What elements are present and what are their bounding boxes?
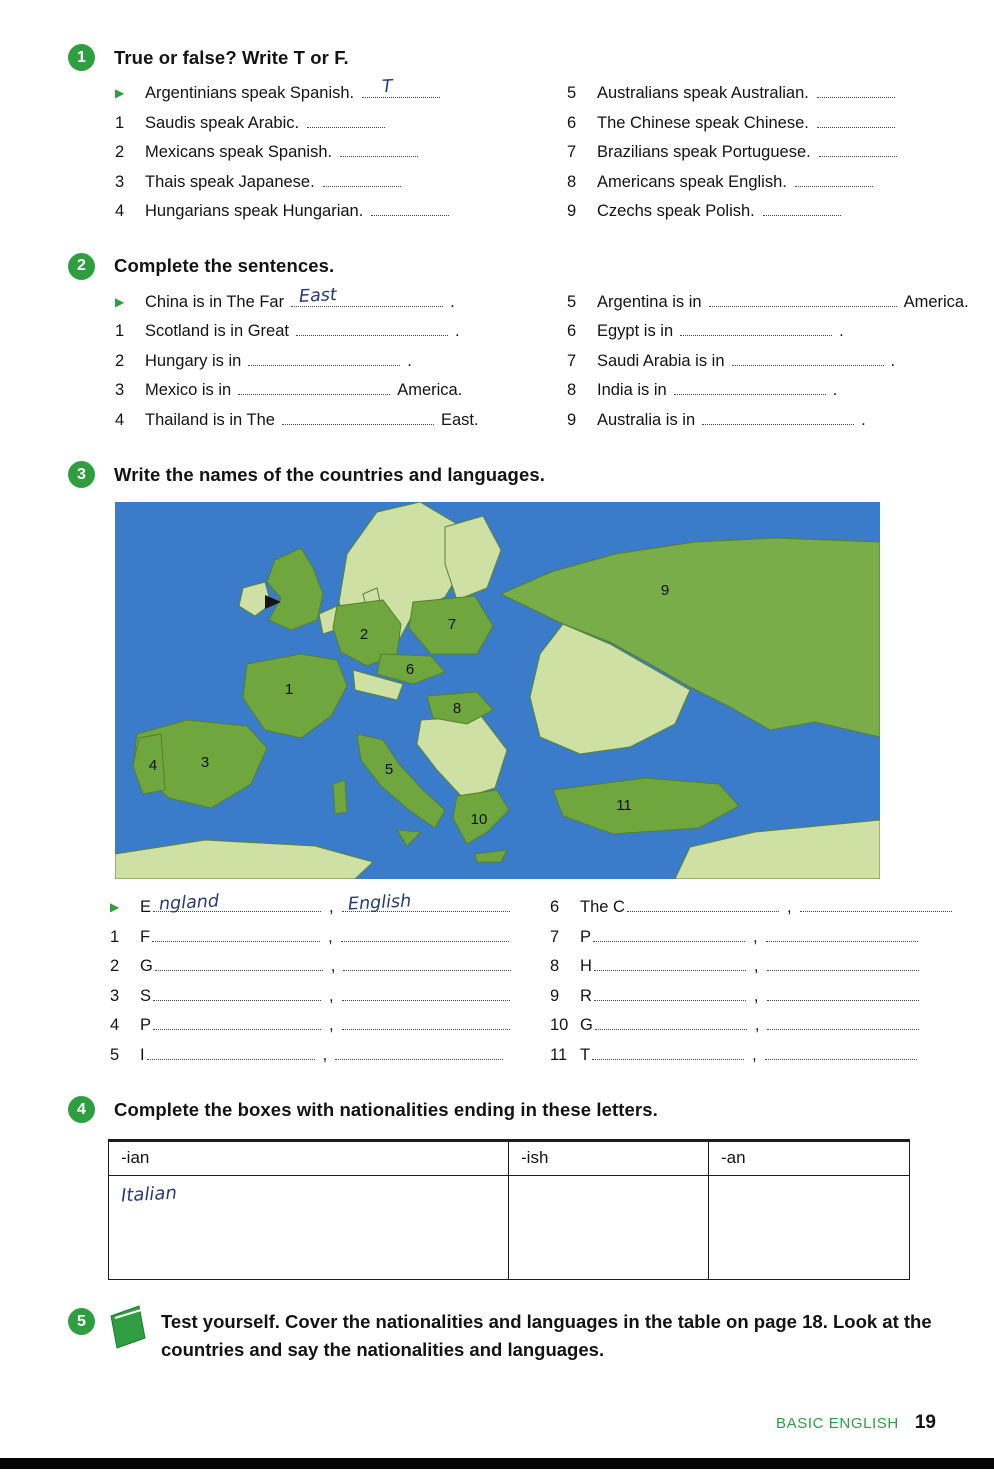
separator: , [322, 1045, 328, 1064]
separator: , [786, 898, 792, 916]
sentence-start: Scotland is in Great [145, 322, 289, 340]
answer-blank [291, 284, 443, 307]
answer-blank [307, 113, 385, 128]
item-text: Hungarians speak Hungarian. [145, 202, 364, 220]
sentence-start: Mexico is in [145, 381, 232, 399]
exercise-5 [68, 1308, 938, 1364]
map-number-germany: 2 [359, 626, 369, 643]
item-number: 4 [115, 410, 125, 429]
answer-blank [795, 172, 873, 187]
list-item [115, 201, 567, 221]
exercise-2 [68, 253, 969, 440]
exercise-4-header [68, 1096, 938, 1123]
exercise-1-header [68, 44, 938, 71]
language-blank [767, 956, 919, 971]
item-number: 8 [550, 957, 560, 975]
country-blank [595, 1015, 747, 1030]
answer-blank [680, 321, 832, 336]
item-number: 2 [115, 351, 125, 370]
list-item [567, 410, 969, 430]
sentence-end: . [455, 322, 460, 340]
exercise-2-header [68, 253, 938, 280]
sentence-start: China is in The Far [145, 292, 285, 311]
item-text: Australians speak Australian. [597, 84, 809, 102]
answer-blank [817, 113, 895, 128]
list-item [567, 201, 938, 221]
exercise-3-answer-list [110, 891, 938, 1074]
column-header-ian: -ian [109, 1142, 509, 1176]
page-footer [776, 1412, 936, 1434]
item-number: 2 [110, 957, 120, 975]
list-item [567, 351, 969, 371]
country-blank [153, 891, 321, 915]
exercise-5-title: Test yourself. Cover the nationalities and languages in the table on page 18. Look at the countries and say the nationalities and languages. [161, 1311, 932, 1360]
item-number: 6 [567, 322, 577, 340]
country-blank [153, 986, 321, 1001]
list-item [550, 986, 956, 1006]
example-arrow-icon: ▶ [110, 900, 120, 914]
list-item [110, 891, 550, 917]
item-text: Americans speak English. [597, 172, 787, 191]
table-cell-ian [109, 1176, 509, 1279]
item-number: 6 [550, 898, 560, 916]
exercise-number-badge: 2 [68, 253, 95, 280]
separator: , [753, 927, 758, 946]
list-item [110, 927, 550, 947]
table-body-row [109, 1176, 909, 1279]
sentence-end: . [861, 410, 866, 429]
answer-blank [296, 321, 448, 336]
sentence-end: East. [440, 410, 479, 429]
list-item [550, 927, 956, 947]
country-blank [594, 986, 746, 1001]
sentence-end: . [890, 351, 896, 370]
exercise-number-badge: 3 [68, 461, 95, 488]
exercise-3-title: Write the names of the countries and languages. [114, 463, 545, 485]
item-number: 2 [115, 143, 125, 161]
map-number-portugal: 4 [148, 757, 158, 774]
example-arrow-icon: ▶ [115, 294, 125, 309]
list-item [115, 351, 567, 371]
sentence-end: America. [903, 292, 969, 311]
answer-blank [282, 410, 434, 425]
language-blank [342, 986, 510, 1001]
answer-blank [674, 380, 826, 395]
list-item [550, 956, 956, 976]
list-item [110, 986, 550, 1006]
country-initial: P [140, 1016, 152, 1034]
item-text: The Chinese speak Chinese. [597, 113, 809, 132]
language-blank [342, 891, 510, 915]
exercise-2-left-column [115, 284, 567, 440]
country-initial: S [140, 986, 152, 1005]
exercise-4 [68, 1096, 938, 1280]
item-number: 8 [567, 172, 577, 191]
list-item [567, 83, 938, 103]
country-initial: T [580, 1045, 591, 1064]
map-number-spain: 3 [200, 754, 210, 771]
sentence-start: Australia is in [597, 410, 696, 429]
exercise-3-left-column [110, 891, 550, 1074]
language-blank [767, 986, 919, 1001]
item-number: 5 [567, 292, 577, 311]
map-number-poland: 7 [447, 616, 457, 633]
language-blank [335, 1045, 503, 1060]
item-number: 9 [550, 986, 560, 1005]
sentence-end: . [832, 381, 838, 399]
exercise-number-badge: 4 [68, 1096, 95, 1123]
language-blank [800, 897, 952, 912]
list-item [115, 321, 567, 341]
item-number: 6 [567, 113, 577, 132]
item-text: Czechs speak Polish. [597, 202, 755, 220]
exercise-2-right-column [567, 292, 969, 440]
item-text: Mexicans speak Spanish. [145, 143, 333, 161]
sentence-start: Argentina is in [597, 292, 702, 311]
map-number-france: 1 [284, 681, 294, 698]
answer-blank [709, 292, 897, 307]
answer-blank [732, 351, 884, 366]
item-number: 3 [110, 986, 120, 1005]
answer-blank [371, 201, 449, 216]
list-item [110, 956, 550, 976]
separator: , [329, 898, 334, 916]
country-initial: P [580, 927, 592, 946]
sentence-end: . [450, 292, 455, 311]
country-initial: E [140, 898, 152, 916]
item-number: 4 [110, 1016, 120, 1034]
book-icon [107, 1304, 149, 1355]
list-item [115, 76, 567, 103]
item-number: 7 [567, 143, 577, 161]
item-number: 7 [567, 351, 577, 370]
exercise-3 [68, 461, 938, 1074]
list-item [550, 897, 956, 917]
map-number-turkey: 11 [616, 797, 632, 814]
country-initial: I [140, 1045, 145, 1064]
list-item [110, 1015, 550, 1035]
map-sardinia [333, 780, 347, 814]
separator: , [330, 957, 336, 975]
map-number-italy: 5 [384, 761, 394, 778]
page-bottom-bar [0, 1458, 994, 1469]
language-blank [766, 927, 918, 942]
language-blank [765, 1045, 917, 1060]
map-number-hungary: 8 [452, 700, 462, 717]
separator: , [752, 1045, 757, 1064]
answer-blank [702, 410, 854, 425]
separator: , [329, 986, 334, 1005]
item-number: 1 [115, 322, 125, 340]
handwritten-country: ngland [158, 891, 220, 915]
footer-section-label: BASIC ENGLISH [776, 1415, 899, 1432]
list-item [115, 410, 567, 430]
sentence-start: Saudi Arabia is in [597, 351, 725, 370]
sentence-start: India is in [597, 381, 667, 399]
country-initial: F [140, 927, 151, 946]
item-number: 10 [550, 1016, 569, 1034]
sentence-end: . [839, 322, 844, 340]
exercise-number-badge: 1 [68, 44, 95, 71]
example-arrow-icon: ▶ [115, 86, 125, 100]
item-number: 4 [115, 202, 125, 220]
country-blank [147, 1045, 315, 1060]
country-initial: The C [580, 898, 625, 916]
list-item [115, 172, 567, 192]
handwritten-answer: East [298, 284, 338, 307]
list-item [567, 172, 938, 192]
nationalities-table [108, 1139, 910, 1280]
item-text: Saudis speak Arabic. [145, 113, 300, 132]
country-blank [155, 956, 323, 971]
handwritten-answer: Italian [120, 1182, 178, 1207]
exercise-3-right-column [550, 897, 956, 1074]
exercise-2-columns [115, 284, 969, 440]
item-text: Thais speak Japanese. [145, 172, 315, 191]
country-blank [153, 1015, 321, 1030]
exercise-1-left-column [115, 76, 567, 231]
sentence-start: Egypt is in [597, 322, 674, 340]
language-blank [341, 927, 509, 942]
item-number: 3 [115, 381, 125, 399]
list-item [115, 142, 567, 162]
language-blank [767, 1015, 919, 1030]
exercise-1-columns [115, 76, 938, 231]
sentence-end: America. [397, 381, 463, 399]
answer-blank [248, 351, 400, 366]
map-number-czech: 6 [405, 661, 415, 678]
list-item [567, 113, 938, 133]
table-cell-ish [509, 1176, 709, 1279]
answer-blank [817, 83, 895, 98]
language-blank [343, 956, 511, 971]
list-item [567, 380, 969, 400]
item-number: 5 [567, 84, 577, 102]
item-text: Brazilians speak Portuguese. [597, 143, 811, 161]
separator: , [753, 957, 759, 975]
exercise-1-right-column [567, 83, 938, 231]
item-number: 5 [110, 1045, 120, 1064]
separator: , [329, 1016, 334, 1034]
country-blank [593, 927, 745, 942]
list-item [550, 1015, 956, 1035]
country-blank [594, 956, 746, 971]
sentence-start: Thailand is in The [145, 410, 275, 429]
country-initial: R [580, 986, 592, 1005]
list-item [115, 113, 567, 133]
table-cell-an [709, 1176, 909, 1279]
table-header-row [109, 1142, 909, 1176]
country-blank [152, 927, 320, 942]
item-number: 8 [567, 381, 577, 399]
item-number: 11 [550, 1045, 568, 1064]
separator: , [754, 1016, 760, 1034]
exercise-number-badge: 5 [68, 1308, 95, 1335]
list-item [115, 284, 567, 312]
separator: , [328, 927, 333, 946]
item-number: 1 [110, 927, 120, 946]
sentence-start: Hungary is in [145, 351, 242, 370]
sentence-end: . [407, 351, 412, 370]
column-header-ish: -ish [509, 1142, 709, 1176]
exercise-2-title: Complete the sentences. [114, 255, 335, 276]
list-item [567, 292, 969, 312]
exercise-3-header [68, 461, 938, 488]
answer-blank [362, 76, 440, 98]
map-number-greece: 10 [470, 811, 488, 828]
country-blank [592, 1045, 744, 1060]
item-number: 3 [115, 172, 125, 191]
exercise-4-title: Complete the boxes with nationalities ending in these letters. [114, 1098, 658, 1120]
language-blank [342, 1015, 510, 1030]
exercise-5-body [68, 1308, 938, 1364]
handwritten-answer: T [381, 76, 394, 98]
exercise-1 [68, 44, 938, 231]
list-item [567, 321, 969, 341]
map-number-russia: 9 [660, 582, 670, 599]
list-item [567, 142, 938, 162]
answer-blank [323, 172, 401, 187]
separator: , [753, 986, 759, 1005]
item-number: 9 [567, 202, 577, 220]
country-initial: G [580, 1016, 593, 1034]
list-item [550, 1045, 956, 1065]
answer-blank [763, 201, 841, 216]
exercise-1-title: True or false? Write T or F. [114, 46, 349, 68]
answer-blank [340, 142, 418, 157]
column-header-an: -an [709, 1142, 909, 1176]
footer-page-number: 19 [914, 1412, 936, 1433]
country-initial: G [140, 957, 153, 975]
answer-blank [238, 380, 390, 395]
country-blank [627, 897, 779, 912]
item-text: Argentinians speak Spanish. [145, 84, 355, 102]
answer-blank [819, 142, 897, 157]
handwritten-language: English [347, 891, 412, 915]
country-initial: H [580, 957, 592, 975]
europe-map [115, 502, 880, 879]
item-number: 1 [115, 113, 125, 132]
item-number: 7 [550, 927, 560, 946]
list-item [110, 1045, 550, 1065]
item-number: 9 [567, 410, 577, 429]
list-item [115, 380, 567, 400]
